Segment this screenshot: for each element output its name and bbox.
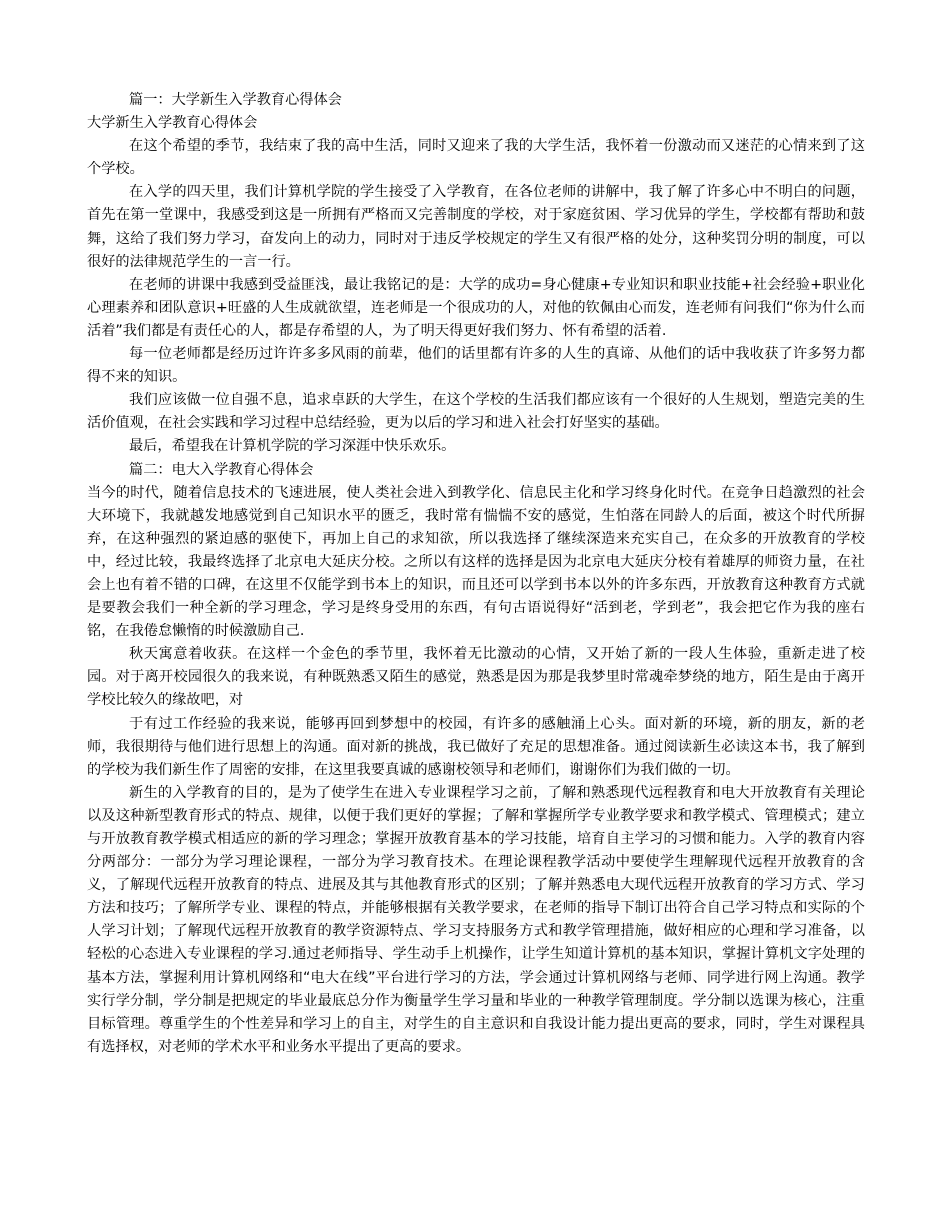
- document-page: [87, 89, 865, 1059]
- section2-title: 篇二：电大入学教育心得体会: [129, 461, 314, 478]
- paragraph: 最后，希望我在计算机学院的学习深涯中快乐欢乐。: [129, 438, 456, 455]
- paragraph: 当今的时代，随着信息技术的飞速进展，使人类社会进入到教学化、信息民主化和学习终身化时代。在竞争日趋激烈的社会大环境下，我就越发地感觉到自己知识水平的匮乏，我时常有惴惴不安的感觉，生怕落在同龄人的后面，被这个时代所摒弃，在这种强烈的紧迫感的驱使下，再加上自己的求知欲，所以我选择了继续深造来充实自己，在众多的开放教育的学校中，经过比较，我最终选择了北京电大延庆分校。之所以有这样的选择是因为北京电大延庆分校有着雄厚的师资力量，在社会上也有着不错的口碑，在这里不仅能学到书本上的知识，而且还可以学到书本以外的许多东西，开放教育这种教育方式就是要教会我们一种全新的学习理念，学习是终身受用的东西，有句古语说得好“活到老，学到老”，我会把它作为我的座右铭，在我倦怠懒惰的时候激励自己.: [87, 484, 865, 640]
- paragraph: 新生的入学教育的目的，是为了使学生在进入专业课程学习之前，了解和熟悉现代远程教育和电大开放教育有关理论以及这种新型教育形式的特点、规律，以便于我们更好的掌握；了解和掌握所学专业教学要求和教学模式、管理模式；建立与开放教育教学模式相适应的新的学习理念；掌握开放教育基本的学习技能，培育自主学习的习惯和能力。入学的教育内容分两部分：一部分为学习理论课程，一部分为学习教育技术。在理论课程教学活动中要使学生理解现代远程开放教育的含义，了解现代远程开放教育的特点、进展及其与其他教育形式的区别；了解并熟悉电大现代远程开放教育的学习方式、学习方法和技巧；了解所学专业、课程的特点，并能够根据有关教学要求，在老师的指导下制订出符合自己学习特点和实际的个人学习计划；了解现代远程开放教育的教学资源特点、学习支持服务方式和教学管理措施，做好相应的心理和学习准备，以轻松的心态进入专业课程的学习.通过老师指导、学生动手上机操作，让学生知道计算机的基本知识，掌握计算机文字处理的基本方法，掌握利用计算机网络和“电大在线”平台进行学习的方法，学会通过计算机网络与老师、同学进行网上沟通。教学实行学分制，学分制是把规定的毕业最底总分作为衡量学生学习量和毕业的一种教学管理制度。学分制以选课为核心，注重目标管理。尊重学生的个性差异和学习上的自主，对学生的自主意识和自我设计能力提出更高的要求，同时，学生对课程具有选择权，对老师的学术水平和业务水平提出了更高的要求。: [87, 784, 865, 1055]
- section1-subtitle: 大学新生入学教育心得体会: [87, 115, 258, 132]
- paragraph: 在老师的讲课中我感到受益匪浅，最让我铭记的是：大学的成功=身心健康+专业知识和职业技能+社会经验+职业化心理素养和团队意识+旺盛的人生成就欲望，连老师是一个很成功的人，对他的钦佩由心而发，连老师有问我们“你为什么而活着”我们都是有责任心的人，都是存希望的人，为了明天得更好我们努力、怀有希望的活着.: [87, 276, 865, 339]
- section1-title: 篇一：大学新生入学教育心得体会: [129, 92, 342, 108]
- paragraph: 在这个希望的季节，我结束了我的高中生活，同时又迎来了我的大学生活，我怀着一份激动而又迷茫的心情来到了这个学校。: [87, 138, 865, 178]
- paragraph: 每一位老师都是经历过许许多多风雨的前辈，他们的话里都有许多的人生的真谛、从他们的话中我收获了许多努力都得不来的知识。: [87, 346, 865, 386]
- paragraph: 于有过工作经验的我来说，能够再回到梦想中的校园，有许多的感触涌上心头。面对新的环境，新的朋友，新的老师，我很期待与他们进行思想上的沟通。面对新的挑战，我已做好了充足的思想准备。通过阅读新生必读这本书，我了解到的学校为我们新生作了周密的安排，在这里我要真诚的感谢校领导和老师们，谢谢你们为我们做的一切。: [87, 715, 865, 778]
- paragraph: 在入学的四天里，我们计算机学院的学生接受了入学教育，在各位老师的讲解中，我了解了许多心中不明白的问题，首先在第一堂课中，我感受到这是一所拥有严格而又完善制度的学校，对于家庭贫困、学习优异的学生，学校都有帮助和鼓舞，这给了我们努力学习，奋发向上的动力，同时对于违反学校规定的学生又有很严格的处分，这种奖罚分明的制度，可以很好的法律规范学生的一言一行。: [87, 184, 865, 270]
- paragraph: 秋天寓意着收获。在这样一个金色的季节里，我怀着无比激动的心情，又开始了新的一段人生体验，重新走进了校园。对于离开校园很久的我来说，有种既熟悉又陌生的感觉，熟悉是因为那是我梦里时常魂牵梦绕的地方，陌生是由于离开学校比较久的缘故吧，对: [87, 646, 865, 709]
- paragraph: 我们应该做一位自强不息，追求卓跃的大学生，在这个学校的生活我们都应该有一个很好的人生规划，塑造完美的生活价值观，在社会实践和学习过程中总结经验，更为以后的学习和进入社会打好坚实的基础。: [87, 392, 865, 432]
